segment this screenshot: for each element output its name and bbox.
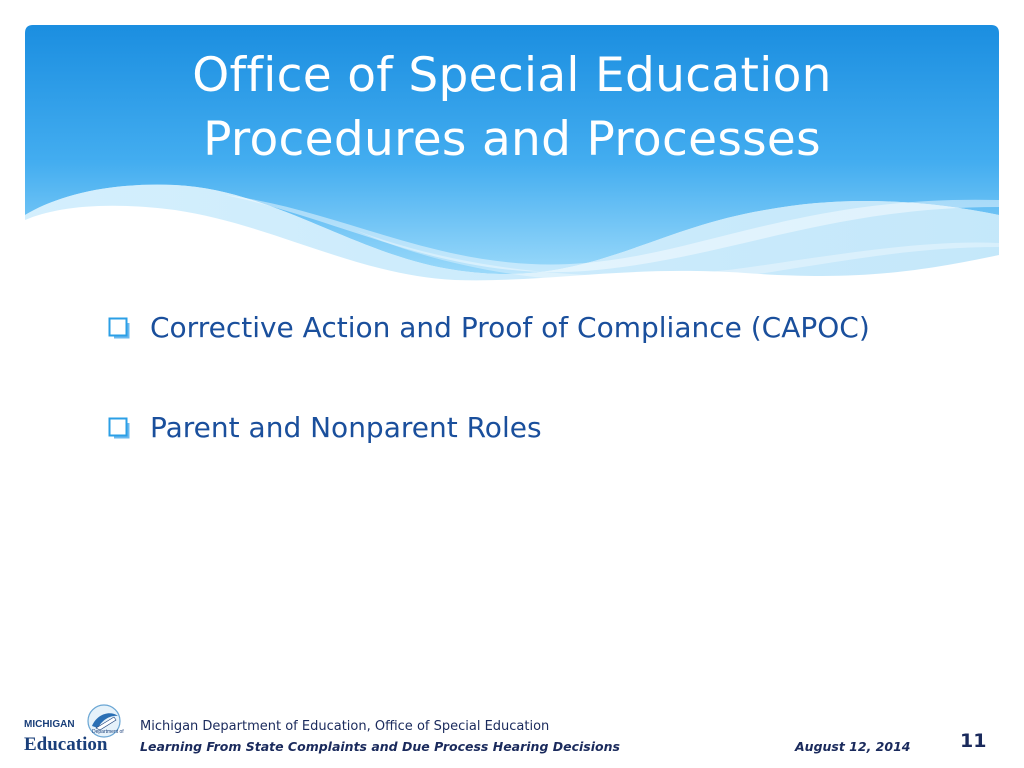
- bullet-text: Parent and Nonparent Roles: [150, 411, 542, 444]
- checkbox-bullet-icon: [108, 317, 130, 339]
- bullet-item: [108, 308, 928, 348]
- slide-title-line1: Office of Special Education: [192, 48, 832, 103]
- logo-dept-text: Department of: [92, 729, 124, 735]
- slide-title-line2: Procedures and Processes: [203, 112, 821, 167]
- bullet-text: Corrective Action and Proof of Compliance (CAPOC): [150, 311, 870, 344]
- michigan-education-logo: [22, 704, 134, 754]
- bullet-list: [108, 308, 928, 508]
- logo-top-text: MICHIGAN: [24, 719, 75, 730]
- checkbox-bullet-icon: [108, 417, 130, 439]
- slide-title: [25, 44, 999, 172]
- footer-subtitle: Learning From State Complaints and Due Process Hearing Decisions: [140, 739, 620, 754]
- bullet-item: [108, 408, 928, 448]
- footer-date: August 12, 2014: [795, 739, 911, 754]
- logo-main-text: Education: [24, 734, 108, 754]
- page-number: 11: [960, 730, 987, 752]
- footer-organization: Michigan Department of Education, Office of Special Education: [140, 719, 550, 734]
